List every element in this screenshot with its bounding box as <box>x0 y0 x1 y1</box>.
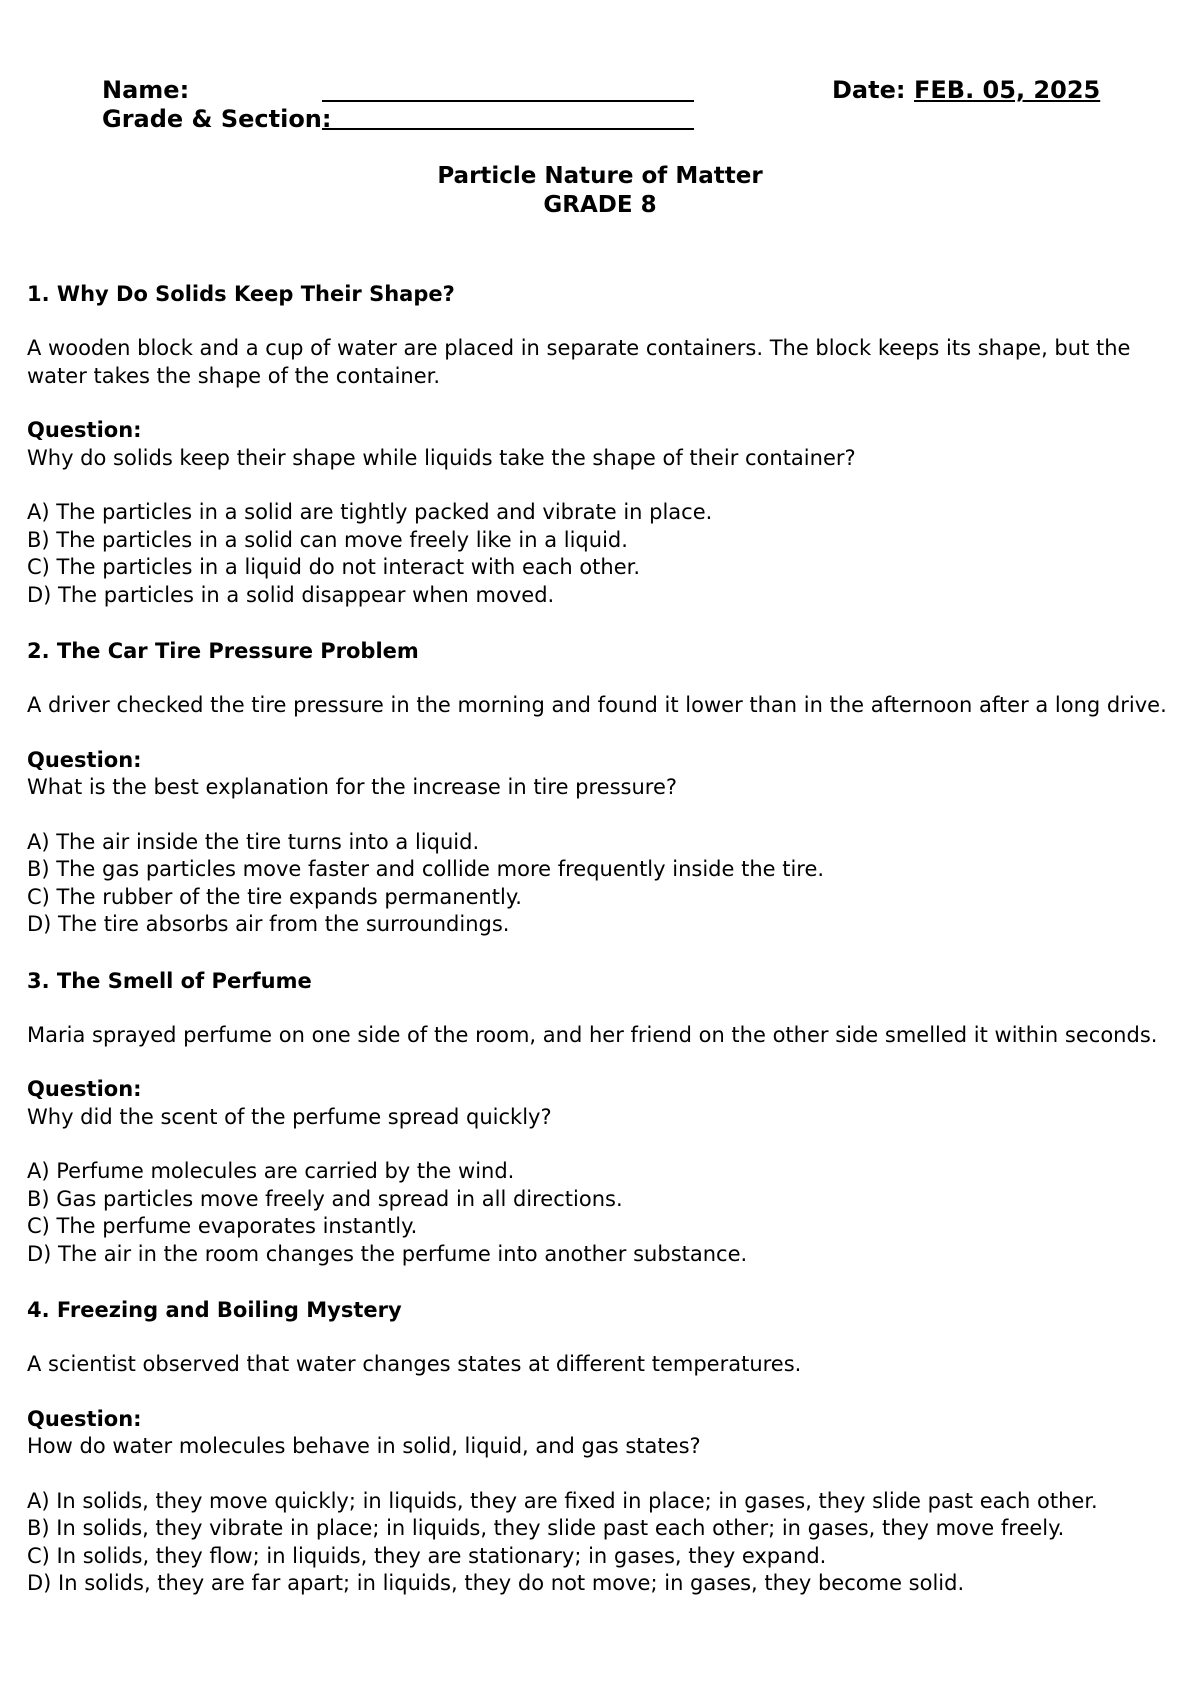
answer-option-c: C) In solids, they flow; in liquids, they are stationary; in gases, they expand. <box>27 1543 827 1568</box>
title-subject: Particle Nature of Matter <box>437 163 763 189</box>
question-prompt: What is the best explanation for the increase in tire pressure? <box>27 775 678 799</box>
answer-option-d: D) The tire absorbs air from the surroundings. <box>27 912 510 936</box>
question-3 <box>27 967 1187 1269</box>
answer-option-b: B) The particles in a solid can move freely like in a liquid. <box>27 527 628 552</box>
answer-option-a: A) In solids, they move quickly; in liquids, they are fixed in place; in gases, they slide past each other. <box>27 1488 1098 1513</box>
question-heading: 1. Why Do Solids Keep Their Shape? <box>27 282 455 306</box>
answer-option-d: D) In solids, they are far apart; in liquids, they do not move; in gases, they become solid. <box>27 1571 965 1595</box>
answer-option-a: A) Perfume molecules are carried by the wind. <box>27 1159 515 1183</box>
question-label: Question: <box>27 1077 142 1101</box>
question-label: Question: <box>27 418 142 442</box>
answer-option-a: A) The particles in a solid are tightly packed and vibrate in place. <box>27 500 713 524</box>
answer-option-b: B) In solids, they vibrate in place; in liquids, they slide past each other; in gases, they move freely. <box>27 1516 1065 1540</box>
question-prompt: How do water molecules behave in solid, liquid, and gas states? <box>27 1434 701 1458</box>
grade-section-label: Grade & Section: <box>102 105 332 133</box>
question-scenario: A wooden block and a cup of water are placed in separate containers. The block keeps its shape, but the water takes the shape of the container. <box>27 336 1131 388</box>
question-prompt: Why do solids keep their shape while liquids take the shape of their container? <box>27 445 856 470</box>
question-4 <box>27 1296 1187 1598</box>
question-label: Question: <box>27 747 142 772</box>
answer-option-c: C) The particles in a liquid do not interact with each other. <box>27 555 641 579</box>
question-heading: 4. Freezing and Boiling Mystery <box>27 1298 402 1322</box>
answer-option-a: A) The air inside the tire turns into a liquid. <box>27 829 480 854</box>
questions-list <box>27 280 1187 1598</box>
question-2 <box>27 637 1187 939</box>
question-prompt: Why did the scent of the perfume spread quickly? <box>27 1104 552 1129</box>
date-value: FEB. 05, 2025 <box>914 76 1101 104</box>
answer-option-d: D) The particles in a solid disappear when moved. <box>27 582 555 607</box>
title-grade: GRADE 8 <box>543 192 657 218</box>
answer-option-c: C) The rubber of the tire expands permanently. <box>27 884 522 909</box>
date-label: Date: <box>832 76 906 104</box>
worksheet-title <box>0 162 1200 220</box>
grade-section-blank-line <box>322 128 694 130</box>
question-1 <box>27 280 1187 609</box>
question-heading: 3. The Smell of Perfume <box>27 968 312 993</box>
question-scenario: A driver checked the tire pressure in the morning and found it lower than in the afternoon after a long drive. <box>27 693 1167 717</box>
answer-option-b: B) The gas particles move faster and collide more frequently inside the tire. <box>27 857 825 881</box>
question-scenario: A scientist observed that water changes states at different temperatures. <box>27 1352 802 1376</box>
answer-option-b: B) Gas particles move freely and spread in all directions. <box>27 1186 623 1211</box>
question-scenario: Maria sprayed perfume on one side of the room, and her friend on the other side smelled it within seconds. <box>27 1022 1158 1047</box>
answer-option-c: C) The perfume evaporates instantly. <box>27 1214 418 1238</box>
answer-option-d: D) The air in the room changes the perfume into another substance. <box>27 1241 748 1266</box>
question-heading: 2. The Car Tire Pressure Problem <box>27 639 419 663</box>
name-label: Name: <box>102 76 190 104</box>
question-label: Question: <box>27 1406 142 1431</box>
name-blank-line <box>322 100 694 102</box>
